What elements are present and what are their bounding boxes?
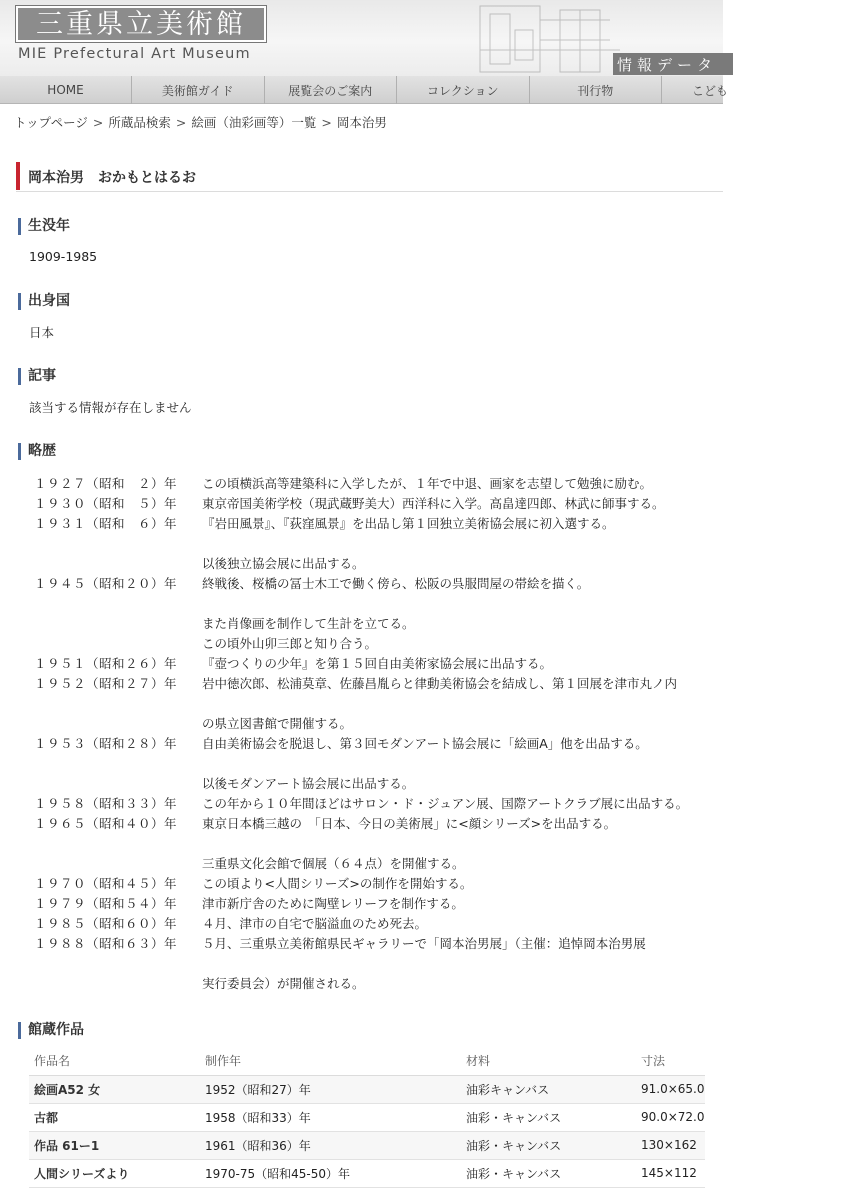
career-row xyxy=(34,951,714,971)
work-size: 130×162 xyxy=(636,1131,705,1159)
career-text: また肖像画を制作して生計を立てる。 xyxy=(202,616,415,631)
page-title: 岡本治男 おかもとはるお xyxy=(28,170,196,186)
career-text: 岩中徳次郎、松浦莫章、佐藤昌胤らと律動美術協会を結成し、第１回展を津市丸ノ内 xyxy=(202,676,678,691)
career-row xyxy=(34,871,714,891)
career-year: １９５８（昭和３３）年 xyxy=(34,796,178,811)
breadcrumb-paintings[interactable]: 絵画（油彩画等）一覧 xyxy=(191,115,317,130)
nav-publications[interactable]: 刊行物 xyxy=(530,76,663,104)
work-material: 油彩・キャンバス xyxy=(461,1159,636,1187)
career-year: １９７０（昭和４５）年 xyxy=(34,876,178,891)
logo-text: 三重県立美術館 xyxy=(36,8,246,40)
career-row xyxy=(34,831,714,851)
col-header-size: 寸法 xyxy=(636,1047,705,1075)
breadcrumb-separator: > xyxy=(92,115,104,130)
logo-subtitle: MIE Prefectural Art Museum xyxy=(18,46,251,62)
career-row xyxy=(34,471,714,491)
career-year: １９３０（昭和 ５）年 xyxy=(34,496,178,511)
career-row xyxy=(34,891,714,911)
work-title-link[interactable]: 作品 61ー1 xyxy=(29,1131,200,1159)
career-row xyxy=(34,711,714,731)
career-text: この年から１０年間ほどはサロン・ド・ジュアン展、国際アートクラブ展に出品する。 xyxy=(202,796,689,811)
table-header-row xyxy=(29,1047,705,1075)
work-material: 油彩・キャンバス xyxy=(461,1131,636,1159)
career-text: この頃外山卯三郎と知り合う。 xyxy=(202,636,378,651)
info-tab-char: ー xyxy=(677,55,693,74)
career-row xyxy=(34,691,714,711)
breadcrumb-top[interactable]: トップページ xyxy=(14,115,88,130)
info-tab-char: 情 xyxy=(617,55,633,74)
career-row xyxy=(34,511,714,531)
breadcrumb-separator: > xyxy=(321,115,332,130)
career-text: この頃横浜高等建築科に入学したが、１年で中退、画家を志望して勉強に励む。 xyxy=(202,476,653,491)
career-text: この頃より<人間シリーズ>の制作を開始する。 xyxy=(202,876,473,891)
career-year: １９５２（昭和２７）年 xyxy=(34,676,178,691)
section-heading-country: 出身国 xyxy=(18,293,70,310)
work-size: 91.0×65.0 xyxy=(636,1075,705,1103)
career-row xyxy=(34,971,714,991)
col-header-title: 作品名 xyxy=(29,1047,200,1075)
breadcrumb-current: 岡本治男 xyxy=(336,115,387,130)
career-text: 『岩田風景』、『荻窪風景』を出品し第１回独立美術協会展に初入選する。 xyxy=(202,516,615,531)
main-nav xyxy=(0,76,729,104)
museum-logo[interactable] xyxy=(16,6,266,42)
career-year: １９３１（昭和 ６）年 xyxy=(34,516,178,531)
career-text: ５月、三重県立美術館県民ギャラリーで「岡本治男展」（主催：追悼岡本治男展 xyxy=(202,936,646,951)
career-text: 以後独立協会展に出品する。 xyxy=(202,556,365,571)
career-text: 自由美術協会を脱退し、第３回モダンアート協会展に「絵画A」他を出品する。 xyxy=(202,736,648,751)
career-row xyxy=(34,771,714,791)
career-row xyxy=(34,671,714,691)
title-accent-bar xyxy=(16,162,20,190)
nav-guide[interactable]: 美術館ガイド xyxy=(132,76,265,104)
col-header-material: 材料 xyxy=(461,1047,636,1075)
career-row xyxy=(34,611,714,631)
section-heading-birth: 生没年 xyxy=(18,218,70,235)
career-row xyxy=(34,631,714,651)
career-row xyxy=(34,751,714,771)
career-text: 東京帝国美術学校（現武蔵野美大）西洋科に入学。高畠達四郎、林武に師事する。 xyxy=(202,496,665,511)
site-header xyxy=(0,0,723,76)
collection-table xyxy=(29,1047,705,1188)
table-row xyxy=(29,1131,705,1159)
work-size: 145×112 xyxy=(636,1159,705,1187)
section-heading-collection: 館蔵作品 xyxy=(18,1022,84,1039)
info-tab-char: デ xyxy=(657,55,673,74)
work-material: 油彩キャンバス xyxy=(461,1075,636,1103)
career-row xyxy=(34,491,714,511)
info-data-tab[interactable] xyxy=(613,53,733,75)
career-text: 終戦後、桜橋の冨士木工で働く傍ら、松阪の呉服問屋の帯絵を描く。 xyxy=(202,576,590,591)
career-year: １９６５（昭和４０）年 xyxy=(34,816,178,831)
nav-collection[interactable]: コレクション xyxy=(397,76,530,104)
article-value: 該当する情報が存在しません xyxy=(29,400,192,415)
table-row xyxy=(29,1075,705,1103)
work-year: 1958（昭和33）年 xyxy=(200,1103,461,1131)
career-row xyxy=(34,791,714,811)
nav-kids[interactable]: こども xyxy=(692,83,729,98)
career-year: １９８５（昭和６０）年 xyxy=(34,916,178,931)
career-row xyxy=(34,911,714,931)
info-tab-char: タ xyxy=(697,55,713,74)
career-text: ４月、津市の自宅で脳溢血のため死去。 xyxy=(202,916,428,931)
career-row xyxy=(34,931,714,951)
country-value: 日本 xyxy=(29,325,55,340)
career-row xyxy=(34,571,714,591)
career-year: １９２７（昭和 ２）年 xyxy=(34,476,178,491)
breadcrumb-separator: > xyxy=(175,115,187,130)
nav-exhibitions[interactable]: 展覧会のご案内 xyxy=(265,76,398,104)
section-heading-article: 記事 xyxy=(18,368,56,385)
work-material: 油彩・キャンバス xyxy=(461,1103,636,1131)
work-year: 1970-75（昭和45-50）年 xyxy=(200,1159,461,1187)
career-text: 三重県文化会館で個展（６４点）を開催する。 xyxy=(202,856,465,871)
career-row xyxy=(34,531,714,551)
work-size: 90.0×72.0 xyxy=(636,1103,705,1131)
work-title-link[interactable]: 人間シリーズより xyxy=(29,1159,200,1187)
career-text: 実行委員会）が開催される。 xyxy=(202,976,365,991)
breadcrumb xyxy=(14,113,387,131)
career-row xyxy=(34,551,714,571)
career-row xyxy=(34,591,714,611)
career-row xyxy=(34,651,714,671)
breadcrumb-search[interactable]: 所蔵品検索 xyxy=(108,115,171,130)
section-heading-career: 略歴 xyxy=(18,443,56,460)
career-year: １９５３（昭和２８）年 xyxy=(34,736,178,751)
career-year: １９７９（昭和５４）年 xyxy=(34,896,178,911)
career-text: 『壺つくりの少年』を第１５回自由美術家協会展に出品する。 xyxy=(202,656,553,671)
career-text: 以後モダンアート協会展に出品する。 xyxy=(202,776,415,791)
career-text: 津市新庁舎のために陶壁レリーフを制作する。 xyxy=(202,896,464,911)
info-tab-char: 報 xyxy=(637,55,653,74)
table-row xyxy=(29,1103,705,1131)
birth-value: 1909-1985 xyxy=(29,249,98,264)
work-year: 1961（昭和36）年 xyxy=(200,1131,461,1159)
work-title-link[interactable]: 古都 xyxy=(29,1103,200,1131)
col-header-year: 制作年 xyxy=(200,1047,461,1075)
career-text: の県立図書館で開催する。 xyxy=(202,716,353,731)
career-list xyxy=(34,471,714,991)
career-year: １９８８（昭和６３）年 xyxy=(34,936,178,951)
page-title-block xyxy=(16,162,723,192)
career-row xyxy=(34,811,714,831)
career-row xyxy=(34,731,714,751)
work-title-link[interactable]: 絵画A52 女 xyxy=(29,1075,200,1103)
nav-home[interactable]: HOME xyxy=(0,76,132,104)
career-year: １９４５（昭和２０）年 xyxy=(34,576,178,591)
career-year: １９５１（昭和２６）年 xyxy=(34,656,178,671)
building-illustration xyxy=(470,0,620,76)
work-year: 1952（昭和27）年 xyxy=(200,1075,461,1103)
table-row xyxy=(29,1159,705,1187)
career-text: 東京日本橋三越の 「日本、今日の美術展」に<顔シリーズ>を出品する。 xyxy=(202,816,617,831)
career-row xyxy=(34,851,714,871)
